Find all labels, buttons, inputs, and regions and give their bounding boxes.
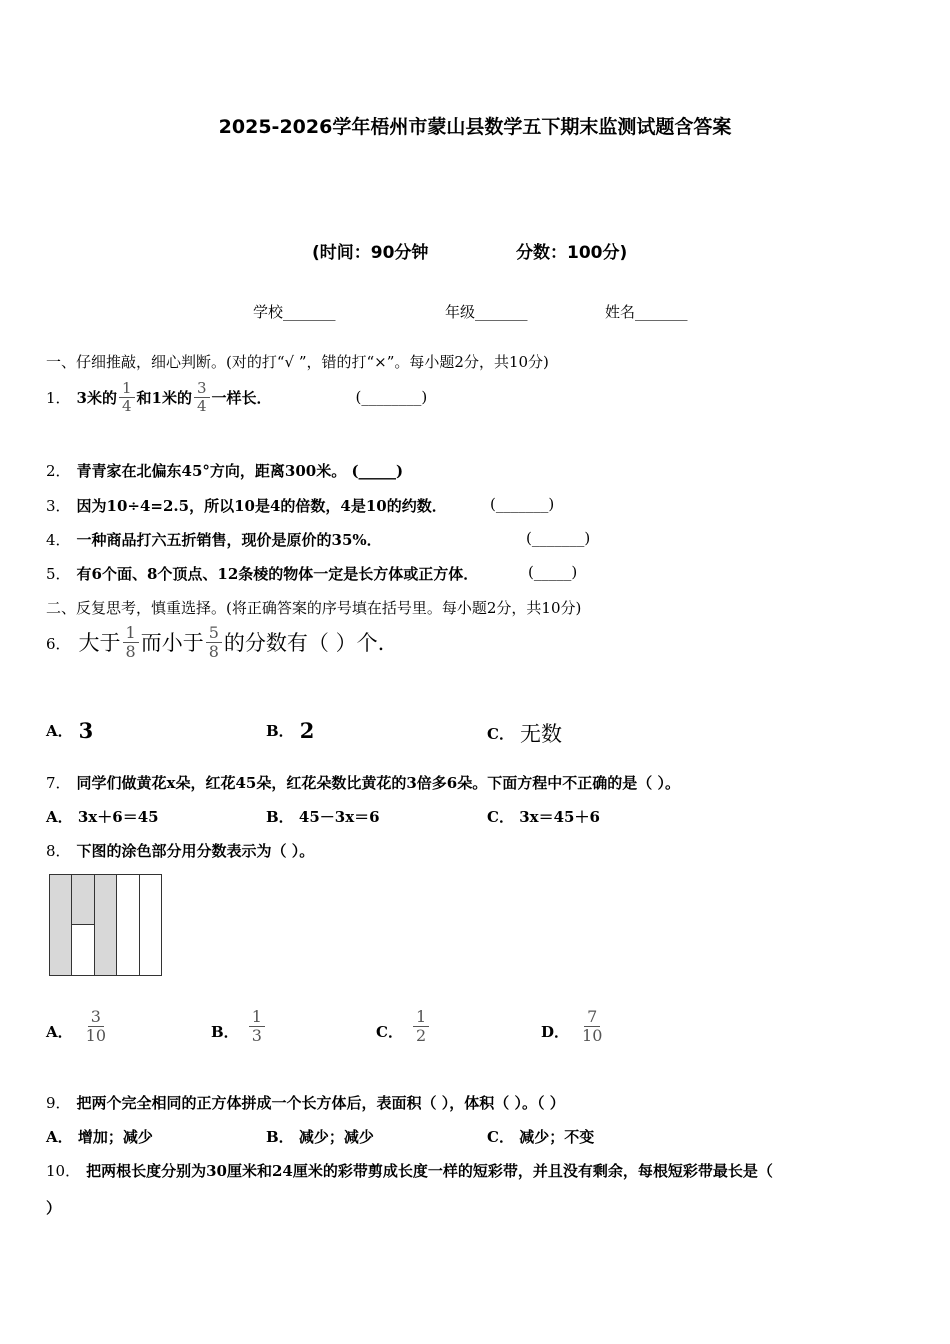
option-b[interactable]: B． 45－3x＝6	[266, 808, 380, 826]
question-text: 3米的	[76, 388, 117, 407]
question-number: 4．	[46, 531, 71, 549]
question-text: 把两个完全相同的正方体拼成一个长方体后，表面积（ ），体积（ ）。（ ）	[76, 1094, 565, 1112]
section-1-heading: 一、仔细推敲，细心判断。(对的打“√ ”，错的打“×”。每小题2分，共10分)	[46, 353, 549, 371]
question-text: 因为10÷4=2.5，所以10是4的倍数，4是10的约数．	[76, 497, 447, 515]
option-c[interactable]: C． 3x＝45＋6	[487, 808, 600, 826]
option-b[interactable]: B． 减少；减少	[266, 1128, 374, 1146]
fraction: $\frac{3}{4}$	[194, 380, 210, 414]
question-number: 8．	[46, 842, 71, 860]
school-field: 学校_______	[253, 303, 336, 321]
question-9	[46, 1092, 565, 1113]
page-title: 2025-2026学年梧州市蒙山县数学五下期末监测试题含答案	[218, 116, 732, 138]
question-text: 同学们做黄花x朵，红花45朵，红花朵数比黄花的3倍多6朵。下面方程中不正确的是（ ）。	[76, 774, 680, 792]
option-a[interactable]: A． 3	[46, 718, 94, 743]
question-text: 把两根长度分别为30厘米和24厘米的彩带剪成长度一样的短彩带，并且没有剩余，每根短彩带最长是（	[86, 1162, 773, 1180]
question-text: 和1米的	[136, 388, 192, 407]
grade-field: 年级_______	[445, 303, 528, 321]
question-number: 7．	[46, 774, 71, 792]
exam-time: (时间：90分钟	[312, 243, 429, 263]
exam-score: 分数：100分)	[516, 243, 628, 263]
question-number: 6．	[46, 635, 71, 654]
fraction: $\frac{1}{8}$	[123, 624, 139, 660]
question-number: 9．	[46, 1094, 71, 1112]
question-8	[46, 840, 314, 861]
question-number: 1．	[46, 388, 71, 407]
fraction: $\frac{5}{8}$	[206, 624, 222, 660]
shaded-rectangle-figure	[49, 874, 162, 976]
blank-column	[117, 875, 139, 975]
blank-column	[140, 875, 161, 975]
answer-blank[interactable]: (_____)	[528, 563, 578, 581]
question-text: 的分数有（ ）个.	[223, 631, 385, 656]
option-b[interactable]: B． $\frac{1}{3}$	[211, 1008, 267, 1044]
question-6	[46, 624, 384, 660]
question-1	[46, 380, 427, 414]
option-a[interactable]: A． 3x＋6＝45	[46, 808, 159, 826]
question-text: 一种商品打六五折销售，现价是原价的35%．	[76, 531, 382, 549]
option-b[interactable]: B． 2	[266, 718, 315, 743]
question-text: 青青家在北偏东45°方向，距离300米。 (_____)	[76, 462, 404, 480]
question-10	[46, 1160, 773, 1181]
question-number: 3．	[46, 497, 71, 515]
answer-blank[interactable]: (_______)	[526, 529, 591, 547]
question-2	[46, 460, 403, 481]
question-10-continuation: ）	[46, 1199, 62, 1217]
answer-blank[interactable]: (_______)	[490, 495, 555, 513]
half-shaded-column	[72, 875, 94, 975]
option-c[interactable]: C． 无数	[487, 722, 562, 746]
option-a[interactable]: A． 增加；减少	[46, 1128, 153, 1146]
question-3	[46, 495, 447, 516]
question-text: 而小于	[140, 631, 204, 656]
question-7	[46, 772, 680, 793]
question-text: 大于	[78, 631, 121, 656]
option-a[interactable]: A． $\frac{3}{10}$	[46, 1007, 106, 1045]
name-field: 姓名_______	[605, 303, 688, 321]
option-d[interactable]: D． $\frac{7}{10}$	[541, 1007, 603, 1045]
shaded-column	[95, 875, 117, 975]
question-number: 2．	[46, 462, 71, 480]
question-text: 有6个面、8个顶点、12条棱的物体一定是长方体或正方体．	[76, 565, 479, 583]
question-text: 下图的涂色部分用分数表示为（ ）。	[76, 842, 315, 860]
shaded-column	[50, 875, 72, 975]
question-text: 一样长．	[211, 388, 272, 407]
answer-blank[interactable]: (________)	[355, 388, 428, 406]
question-number: 5．	[46, 565, 71, 583]
option-c[interactable]: C． 减少；不变	[487, 1128, 595, 1146]
option-c[interactable]: C． $\frac{1}{2}$	[376, 1008, 431, 1044]
fraction: $\frac{1}{4}$	[119, 380, 135, 414]
question-5	[46, 563, 478, 584]
question-4	[46, 529, 382, 550]
section-2-heading: 二、反复思考，慎重选择。(将正确答案的序号填在括号里。每小题2分，共10分)	[46, 599, 582, 617]
question-number: 10．	[46, 1162, 81, 1180]
